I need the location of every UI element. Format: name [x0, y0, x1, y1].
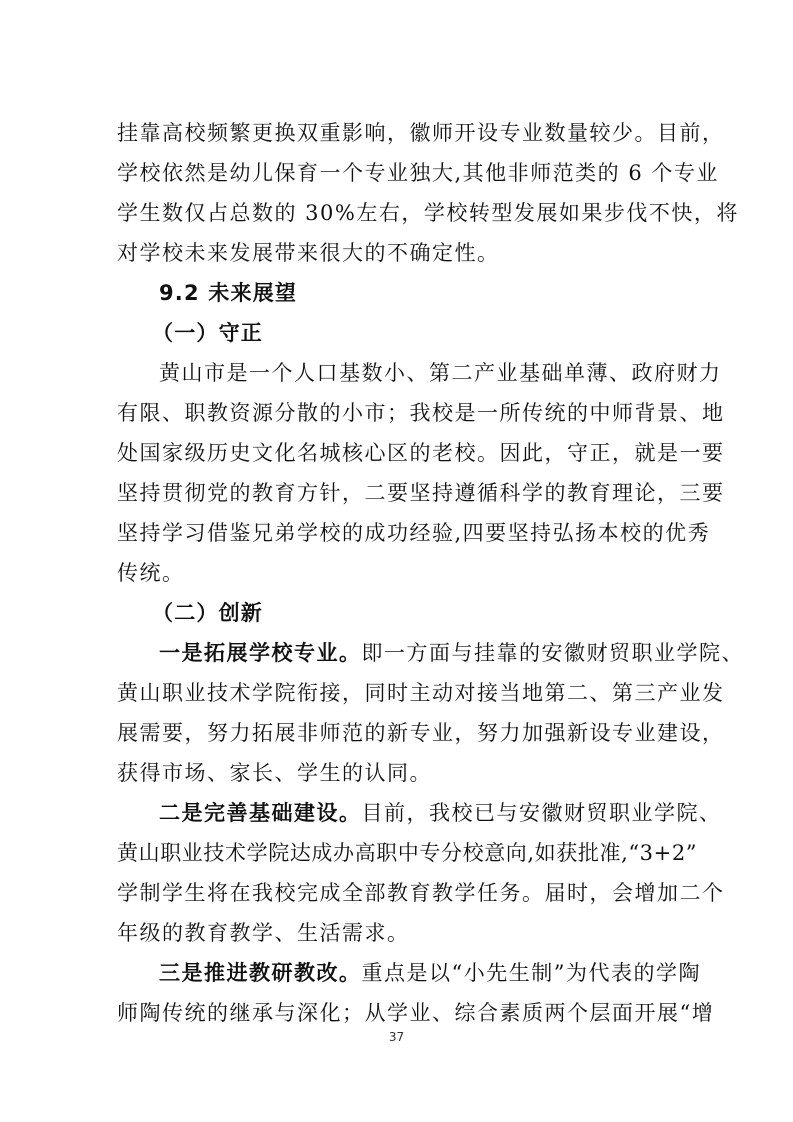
paragraph-line: 坚持贯彻党的教育方针，二要坚持遵循科学的教育理论，三要 — [117, 481, 725, 505]
paragraph-line: 年级的教育教学、生活需求。 — [117, 921, 410, 945]
subsection-heading: （一）守正 — [152, 321, 263, 345]
lead-phrase: 一是拓展学校专业。 — [159, 641, 362, 665]
paragraph-line: 展需要，努力拓展非师范的新专业，努力加强新设专业建设， — [117, 721, 725, 745]
paragraph-line: 有限、职教资源分散的小市；我校是一所传统的中师背景、地 — [117, 401, 725, 425]
paragraph-text: 即一方面与挂靠的安徽财贸职业学院、 — [361, 641, 744, 665]
paragraph-line: 挂靠高校频繁更换双重影响，徽师开设专业数量较少。目前， — [117, 121, 725, 145]
paragraph-text: 重点是以“小先生制”为代表的学陶 — [361, 961, 701, 985]
paragraph-line: 对学校未来发展带来很大的不确定性。 — [117, 241, 500, 265]
paragraph-line: 处国家级历史文化名城核心区的老校。因此，守正，就是一要 — [117, 441, 725, 465]
paragraph-line: 师陶传统的继承与深化；从学业、综合素质两个层面开展“增 — [117, 1001, 715, 1025]
paragraph-line: 黄山职业技术学院达成办高职中专分校意向,如获批准,“3+2” — [117, 841, 698, 865]
section-heading: 9.2 未来展望 — [159, 281, 298, 305]
paragraph-line: 学校依然是幼儿保育一个专业独大,其他非师范类的 6 个专业 — [117, 161, 719, 185]
page-number: 37 — [388, 1030, 405, 1044]
paragraph-line — [159, 798, 722, 828]
paragraph-line: 学制学生将在我校完成全部教育教学任务。届时，会增加二个 — [117, 881, 725, 905]
paragraph-line: 黄山职业技术学院衔接，同时主动对接当地第二、第三产业发 — [117, 681, 725, 705]
paragraph-line — [159, 958, 701, 988]
lead-phrase: 三是推进教研教改。 — [159, 961, 362, 985]
lead-phrase: 二是完善基础建设。 — [159, 801, 362, 825]
paragraph-line: 传统。 — [117, 561, 185, 585]
paragraph-line: 获得市场、家长、学生的认同。 — [117, 761, 432, 785]
paragraph-line: 黄山市是一个人口基数小、第二产业基础单薄、政府财力 — [159, 361, 722, 385]
paragraph-text: 目前，我校已与安徽财贸职业学院、 — [361, 801, 722, 825]
paragraph-line: 坚持学习借鉴兄弟学校的成功经验,四要坚持弘扬本校的优秀 — [117, 521, 711, 545]
paragraph-line — [159, 638, 744, 668]
paragraph-line: 学生数仅占总数的 30%左右，学校转型发展如果步伐不快，将 — [117, 201, 739, 225]
subsection-heading: （二）创新 — [152, 601, 263, 625]
